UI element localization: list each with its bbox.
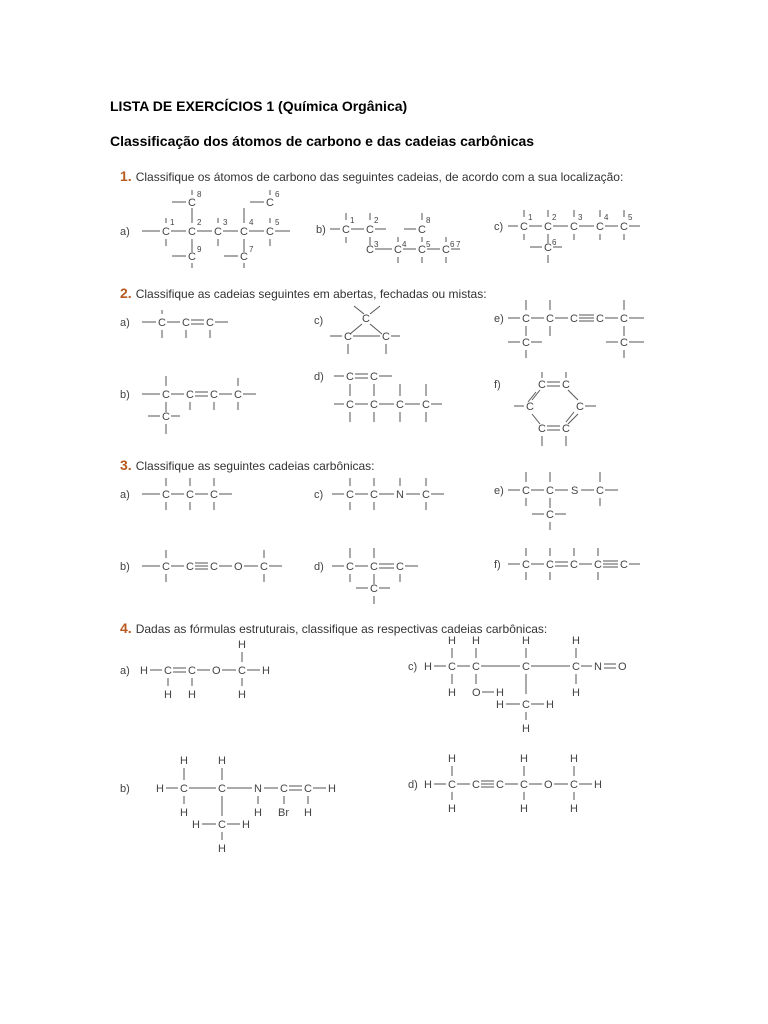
- structure-4d: [408, 750, 648, 816]
- question-3-heading: [120, 457, 375, 473]
- svg-text:C: C: [538, 379, 546, 391]
- svg-text:a): a): [120, 489, 130, 501]
- structure-4b: [120, 752, 360, 856]
- svg-text:H: H: [448, 635, 456, 647]
- svg-text:H: H: [164, 689, 172, 701]
- svg-text:H: H: [572, 635, 580, 647]
- svg-text:H: H: [472, 635, 480, 647]
- svg-text:N: N: [396, 489, 404, 501]
- svg-text:C: C: [418, 224, 426, 236]
- svg-text:8: 8: [426, 216, 431, 225]
- svg-text:C: C: [472, 661, 480, 673]
- svg-text:C: C: [234, 389, 242, 401]
- svg-text:C: C: [260, 561, 268, 573]
- document-subtitle: Classificação dos átomos de carbono e das cadeias carbônicas: [110, 133, 535, 149]
- svg-text:H: H: [262, 665, 270, 677]
- question-1-heading: [120, 168, 623, 184]
- svg-text:H: H: [188, 689, 196, 701]
- svg-text:C: C: [520, 779, 528, 791]
- svg-text:H: H: [448, 687, 456, 699]
- svg-text:c): c): [408, 661, 418, 673]
- question-text: Classifique as seguintes cadeias carbônicas:: [135, 459, 375, 473]
- structure-3a: [120, 476, 250, 512]
- svg-text:c): c): [494, 221, 504, 233]
- svg-text:C: C: [546, 559, 554, 571]
- svg-text:1: 1: [170, 218, 175, 227]
- structure-2b: [120, 372, 270, 438]
- svg-text:C: C: [280, 783, 288, 795]
- svg-text:c): c): [314, 489, 324, 501]
- svg-text:C: C: [240, 251, 248, 263]
- svg-text:b): b): [120, 389, 130, 401]
- svg-text:C: C: [570, 221, 578, 233]
- question-text: Classifique os átomos de carbono das seguintes cadeias, de acordo com a sua localização:: [135, 170, 624, 184]
- svg-text:C: C: [370, 489, 378, 501]
- svg-text:C: C: [346, 561, 354, 573]
- svg-text:H: H: [546, 699, 554, 711]
- svg-text:C: C: [370, 399, 378, 411]
- svg-text:C: C: [162, 561, 170, 573]
- svg-text:H: H: [140, 665, 148, 677]
- svg-text:C: C: [370, 561, 378, 573]
- svg-text:4: 4: [249, 218, 254, 227]
- svg-text:C: C: [162, 411, 170, 423]
- svg-text:C: C: [164, 665, 172, 677]
- svg-text:2: 2: [197, 218, 202, 227]
- structure-3c: [314, 476, 454, 512]
- svg-text:C: C: [206, 317, 214, 329]
- svg-text:H: H: [496, 687, 504, 699]
- svg-text:C: C: [422, 489, 430, 501]
- svg-text:O: O: [472, 687, 481, 699]
- question-number: 2.: [120, 285, 132, 301]
- svg-text:O: O: [618, 661, 627, 673]
- svg-text:C: C: [570, 559, 578, 571]
- svg-text:H: H: [218, 843, 226, 855]
- svg-text:S: S: [571, 485, 579, 497]
- structure-1b: [316, 205, 476, 265]
- svg-text:C: C: [522, 337, 530, 349]
- question-number: 3.: [120, 457, 132, 473]
- svg-text:C: C: [366, 224, 374, 236]
- svg-text:H: H: [570, 753, 578, 765]
- svg-text:d): d): [408, 779, 418, 791]
- svg-text:C: C: [346, 371, 354, 383]
- svg-text:7: 7: [249, 245, 254, 254]
- svg-text:H: H: [180, 755, 188, 767]
- svg-text:C: C: [596, 221, 604, 233]
- svg-text:C: C: [188, 226, 196, 238]
- svg-text:f): f): [494, 379, 501, 391]
- svg-text:C: C: [188, 665, 196, 677]
- svg-text:4: 4: [402, 240, 407, 249]
- structure-3e: [494, 468, 644, 534]
- structure-1a: [120, 188, 300, 268]
- svg-text:C: C: [546, 313, 554, 325]
- svg-text:C: C: [210, 489, 218, 501]
- question-text: Classifique as cadeias seguintes em abertas, fechadas ou mistas:: [135, 287, 487, 301]
- svg-text:C: C: [572, 661, 580, 673]
- svg-text:H: H: [254, 807, 262, 819]
- svg-text:C: C: [188, 197, 196, 209]
- svg-text:C: C: [186, 389, 194, 401]
- svg-text:O: O: [212, 665, 221, 677]
- svg-text:e): e): [494, 485, 504, 497]
- svg-text:C: C: [344, 331, 352, 343]
- svg-text:C: C: [418, 244, 426, 256]
- svg-text:C: C: [570, 313, 578, 325]
- svg-text:H: H: [594, 779, 602, 791]
- svg-text:H: H: [520, 803, 528, 815]
- svg-text:H: H: [238, 689, 246, 701]
- svg-text:3: 3: [223, 218, 228, 227]
- svg-text:H: H: [522, 723, 530, 735]
- svg-text:C: C: [544, 242, 552, 254]
- svg-text:C: C: [620, 221, 628, 233]
- svg-text:C: C: [162, 389, 170, 401]
- svg-text:C: C: [496, 779, 504, 791]
- svg-text:6: 6: [275, 190, 280, 199]
- svg-text:a): a): [120, 665, 130, 677]
- svg-text:6: 6: [552, 238, 557, 247]
- svg-text:H: H: [522, 635, 530, 647]
- svg-text:C: C: [218, 783, 226, 795]
- svg-text:H: H: [520, 753, 528, 765]
- svg-text:H: H: [192, 819, 200, 831]
- svg-text:C: C: [448, 661, 456, 673]
- svg-text:C: C: [370, 583, 378, 595]
- svg-text:C: C: [394, 244, 402, 256]
- svg-text:C: C: [162, 226, 170, 238]
- svg-text:C: C: [620, 313, 628, 325]
- question-number: 4.: [120, 620, 132, 636]
- svg-text:C: C: [218, 819, 226, 831]
- structure-3d: [314, 540, 444, 606]
- item-label: a): [120, 226, 130, 238]
- svg-text:C: C: [522, 699, 530, 711]
- svg-text:C: C: [562, 423, 570, 435]
- svg-text:C: C: [158, 317, 166, 329]
- svg-text:b): b): [120, 783, 130, 795]
- svg-text:Br: Br: [278, 807, 289, 819]
- svg-text:1: 1: [528, 213, 533, 222]
- svg-text:2: 2: [552, 213, 557, 222]
- document-title: LISTA DE EXERCÍCIOS 1 (Química Orgânica): [110, 98, 408, 114]
- svg-text:C: C: [522, 559, 530, 571]
- structure-4c: [408, 632, 648, 736]
- svg-text:H: H: [448, 753, 456, 765]
- svg-text:e): e): [494, 313, 504, 325]
- svg-text:3: 3: [578, 213, 583, 222]
- svg-text:b): b): [120, 561, 130, 573]
- svg-text:3: 3: [374, 240, 379, 249]
- svg-text:H: H: [242, 819, 250, 831]
- svg-text:H: H: [180, 807, 188, 819]
- svg-text:O: O: [234, 561, 243, 573]
- svg-text:a): a): [120, 317, 130, 329]
- svg-text:C: C: [538, 423, 546, 435]
- structure-3b: [120, 548, 300, 584]
- svg-text:C: C: [396, 399, 404, 411]
- svg-text:C: C: [620, 559, 628, 571]
- structure-2d: [314, 368, 454, 438]
- svg-text:N: N: [594, 661, 602, 673]
- svg-text:7: 7: [456, 240, 461, 249]
- structure-2e: [494, 296, 664, 360]
- svg-text:C: C: [596, 485, 604, 497]
- svg-text:O: O: [544, 779, 553, 791]
- svg-text:C: C: [472, 779, 480, 791]
- svg-text:C: C: [520, 221, 528, 233]
- svg-text:5: 5: [426, 240, 431, 249]
- structure-1c: [494, 208, 654, 268]
- svg-text:1: 1: [350, 216, 355, 225]
- svg-text:d): d): [314, 561, 324, 573]
- svg-text:H: H: [238, 639, 246, 651]
- svg-text:C: C: [526, 401, 534, 413]
- svg-text:5: 5: [628, 213, 633, 222]
- svg-text:d): d): [314, 371, 324, 383]
- svg-text:C: C: [544, 221, 552, 233]
- svg-text:C: C: [594, 559, 602, 571]
- svg-text:C: C: [180, 783, 188, 795]
- svg-text:9: 9: [197, 245, 202, 254]
- svg-text:H: H: [218, 755, 226, 767]
- svg-text:H: H: [570, 803, 578, 815]
- svg-text:C: C: [546, 485, 554, 497]
- svg-text:C: C: [576, 401, 584, 413]
- structure-2f: [494, 368, 614, 448]
- svg-text:C: C: [522, 661, 530, 673]
- svg-text:5: 5: [275, 218, 280, 227]
- svg-text:C: C: [238, 665, 246, 677]
- svg-text:C: C: [596, 313, 604, 325]
- svg-text:H: H: [448, 803, 456, 815]
- svg-text:H: H: [328, 783, 336, 795]
- svg-text:C: C: [522, 485, 530, 497]
- structure-3f: [494, 548, 664, 584]
- svg-text:C: C: [186, 489, 194, 501]
- structure-4a: [120, 636, 290, 702]
- svg-text:f): f): [494, 559, 501, 571]
- svg-text:C: C: [362, 313, 370, 325]
- svg-text:C: C: [448, 779, 456, 791]
- svg-text:c): c): [314, 315, 324, 327]
- question-text: Dadas as fórmulas estruturais, classifique as respectivas cadeias carbônicas:: [135, 622, 548, 636]
- svg-text:C: C: [422, 399, 430, 411]
- svg-text:C: C: [214, 226, 222, 238]
- svg-text:C: C: [382, 331, 390, 343]
- svg-text:4: 4: [604, 213, 609, 222]
- svg-text:C: C: [240, 226, 248, 238]
- svg-text:C: C: [620, 337, 628, 349]
- svg-text:C: C: [570, 779, 578, 791]
- svg-text:H: H: [424, 661, 432, 673]
- svg-text:C: C: [210, 389, 218, 401]
- svg-text:C: C: [562, 379, 570, 391]
- svg-text:C: C: [546, 509, 554, 521]
- svg-text:C: C: [182, 317, 190, 329]
- svg-text:C: C: [186, 561, 194, 573]
- question-number: 1.: [120, 168, 132, 184]
- svg-text:C: C: [442, 244, 450, 256]
- svg-text:H: H: [496, 699, 504, 711]
- svg-text:b): b): [316, 224, 326, 236]
- svg-text:H: H: [572, 687, 580, 699]
- svg-text:H: H: [424, 779, 432, 791]
- svg-text:6: 6: [450, 240, 455, 249]
- svg-text:8: 8: [197, 190, 202, 199]
- svg-text:C: C: [366, 244, 374, 256]
- svg-text:C: C: [346, 399, 354, 411]
- svg-text:C: C: [346, 489, 354, 501]
- svg-text:C: C: [522, 313, 530, 325]
- svg-text:C: C: [304, 783, 312, 795]
- svg-text:C: C: [266, 197, 274, 209]
- svg-text:C: C: [162, 489, 170, 501]
- svg-text:C: C: [396, 561, 404, 573]
- svg-text:C: C: [210, 561, 218, 573]
- svg-text:H: H: [304, 807, 312, 819]
- svg-text:2: 2: [374, 216, 379, 225]
- svg-text:N: N: [254, 783, 262, 795]
- structure-2c: [314, 302, 404, 358]
- question-2-heading: [120, 285, 487, 301]
- svg-text:C: C: [188, 251, 196, 263]
- svg-text:H: H: [156, 783, 164, 795]
- svg-text:C: C: [342, 224, 350, 236]
- svg-text:C: C: [370, 371, 378, 383]
- structure-2a: [120, 310, 250, 344]
- svg-text:C: C: [266, 226, 274, 238]
